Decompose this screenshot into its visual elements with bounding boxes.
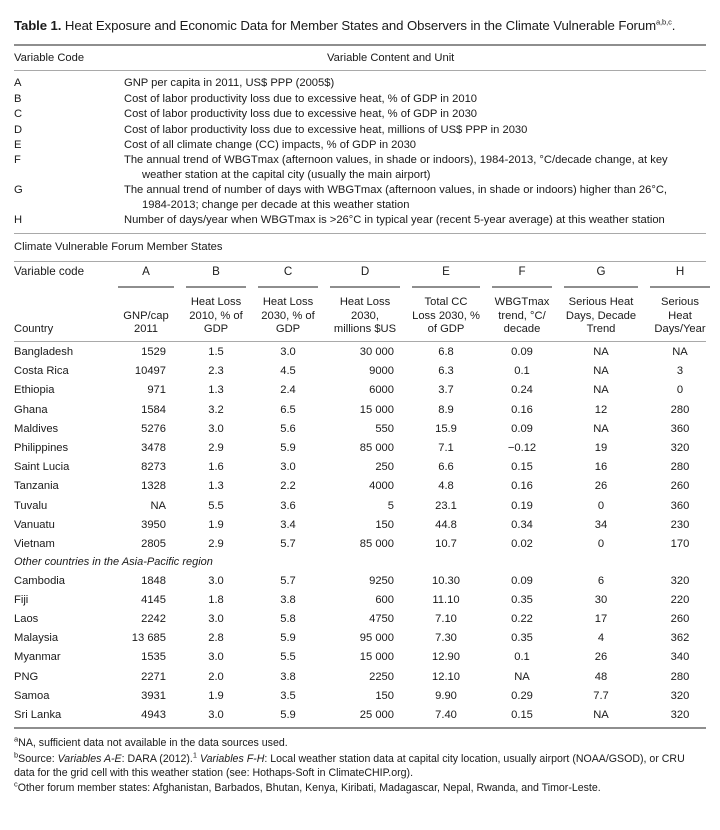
header-line: of GDP (427, 323, 465, 335)
cell-a: 1328 (141, 480, 166, 493)
header-line: Serious Heat (568, 296, 634, 309)
legend-code-header: Variable Code (14, 52, 85, 64)
cell-a: 2242 (141, 612, 166, 625)
legend-text: The annual trend of WBGTmax (afternoon values, in shade or indoors), 1984-2013, °C/decade change, at key weather station at the capital city (usually the main airport) (124, 154, 668, 181)
table-row (14, 667, 716, 686)
cell-b: 3.0 (208, 422, 224, 435)
legend-code: H (14, 214, 23, 227)
cell-g: 12 (594, 403, 608, 416)
column-header-g (558, 288, 644, 339)
column-header-c (252, 288, 324, 339)
footnote-a (14, 736, 706, 751)
table-row (14, 629, 716, 648)
cell-a: 13 685 (131, 632, 166, 645)
cell-h: 260 (670, 480, 690, 493)
cell-f: 0.15 (511, 708, 533, 721)
cell-g: NA (593, 422, 609, 435)
cell-e: 7.10 (435, 612, 457, 625)
table-row (14, 534, 716, 553)
header-line: Loss 2030, % (412, 309, 480, 322)
legend-code: A (14, 77, 22, 90)
cell-b: 5.5 (208, 499, 224, 512)
cell-a: 2805 (141, 537, 166, 550)
table-subsection-label: Other countries in the Asia-Pacific region (14, 556, 213, 569)
cell-c: 5.9 (280, 632, 296, 645)
cell-h: 280 (670, 403, 690, 416)
footnote-b-marker: b (14, 750, 19, 760)
cell-g: 19 (594, 441, 608, 454)
column-header-country (14, 288, 112, 339)
table-row (14, 686, 716, 705)
cell-b: 2.0 (208, 670, 224, 683)
cell-a: NA (150, 499, 166, 512)
cell-h: 340 (670, 651, 690, 664)
header-line: Total CC (424, 296, 468, 309)
cell-c: 5.9 (280, 441, 296, 454)
cell-f: 0.1 (514, 365, 530, 378)
header-line: trend, °C/ (498, 309, 546, 322)
cell-b: 3.0 (208, 651, 224, 664)
cell-country: Fiji (14, 593, 29, 606)
header-line: GNP/cap (123, 309, 169, 322)
cell-a: 4943 (141, 708, 166, 721)
cell-h: 3 (676, 365, 684, 378)
legend-item (14, 213, 706, 228)
cell-d: 6000 (369, 384, 394, 397)
cell-country: Sri Lanka (14, 708, 62, 721)
cell-e: 7.1 (438, 441, 454, 454)
header-line: Heat Loss (262, 296, 314, 309)
cell-g: 0 (597, 499, 605, 512)
cell-e: 11.10 (432, 593, 460, 606)
cell-g: 0 (597, 537, 605, 550)
header-line: Trend (586, 323, 616, 335)
cell-f: NA (514, 670, 530, 683)
legend-item (14, 183, 706, 213)
header-line: GDP (275, 323, 301, 335)
cell-country: Myanmar (14, 651, 61, 664)
data-table (14, 262, 716, 339)
legend-text: GNP per capita in 2011, US$ PPP (2005$) (124, 77, 335, 90)
footnote-b-mid-one: : DARA (2012). (121, 752, 193, 765)
cell-h: 170 (670, 537, 690, 550)
variable-code-e: E (442, 265, 450, 279)
cell-c: 2.2 (280, 480, 296, 493)
footnote-b-italic-two: Variables F-H (197, 752, 265, 765)
cell-e: 7.30 (435, 632, 457, 645)
cell-a: 1848 (141, 574, 166, 587)
legend-text: Number of days/year when WBGTmax is >26°C in typical year (recent 5-year average) at this weather station (124, 214, 665, 227)
cell-c: 3.0 (280, 346, 296, 358)
legend-content-header: Variable Content and Unit (327, 52, 455, 64)
cell-h: 360 (670, 499, 690, 512)
cell-h: 280 (670, 461, 690, 474)
cell-e: 6.6 (438, 461, 454, 474)
cell-c: 3.8 (280, 593, 296, 606)
cell-h: 280 (670, 670, 690, 683)
cell-c: 5.7 (280, 574, 296, 587)
cell-f: 0.02 (511, 537, 533, 550)
cell-h: 320 (670, 574, 690, 587)
cell-b: 3.2 (208, 403, 224, 416)
table-row (14, 438, 716, 457)
title-terminator: . (671, 18, 676, 33)
cell-b: 1.6 (208, 461, 224, 474)
cell-f: 0.16 (511, 480, 533, 493)
variable-code-row (14, 262, 716, 282)
cell-c: 3.6 (280, 499, 296, 512)
cell-e: 12.10 (432, 670, 460, 683)
cell-h: 320 (670, 689, 690, 702)
header-line: Days/Year (654, 323, 706, 335)
legend-code: D (14, 123, 23, 136)
cell-f: 0.35 (511, 593, 533, 606)
footnote-b-prefix: Source: (18, 752, 58, 765)
column-header-b (180, 288, 252, 339)
variable-code-c: C (283, 265, 293, 279)
table-row (14, 419, 716, 438)
legend-item (14, 76, 706, 91)
cell-h: 320 (670, 708, 690, 721)
table-row (14, 648, 716, 667)
cell-h: NA (672, 346, 688, 358)
column-header-h (644, 288, 716, 339)
cell-c: 5.7 (280, 537, 296, 550)
header-line: WBGTmax (494, 296, 550, 309)
legend-text: Cost of labor productivity loss due to excessive heat, % of GDP in 2030 (124, 108, 478, 121)
cell-b: 1.9 (208, 689, 224, 702)
cell-country: Saint Lucia (14, 461, 70, 474)
cell-g: NA (593, 365, 609, 378)
cell-country: Maldives (14, 422, 59, 435)
cell-e: 9.90 (435, 689, 457, 702)
table-row (14, 362, 716, 381)
header-line: 2010, % of (189, 309, 243, 322)
cell-c: 3.0 (280, 461, 296, 474)
legend-item (14, 107, 706, 122)
footnote-c-marker: c (14, 779, 18, 789)
legend-text: The annual trend of number of days with WBGTmax (afternoon values, in shade or indoors) higher than 26°C, 1984-2013; change per decade at this weather station (124, 184, 668, 211)
header-line: 2011 (133, 323, 159, 335)
cell-b: 1.9 (208, 518, 224, 531)
cell-c: 5.6 (280, 422, 296, 435)
cell-e: 10.30 (432, 574, 460, 587)
cell-b: 3.0 (208, 574, 224, 587)
cell-f: 0.15 (511, 461, 533, 474)
cell-e: 4.8 (438, 480, 454, 493)
cell-country: Laos (14, 612, 39, 625)
cell-g: 26 (594, 480, 608, 493)
cell-e: 44.8 (435, 518, 457, 531)
cell-b: 3.0 (208, 708, 224, 721)
table-number: Table 1. (14, 18, 62, 33)
cell-d: 550 (375, 422, 394, 435)
cell-c: 4.5 (280, 365, 296, 378)
cell-a: 1584 (141, 403, 166, 416)
variable-code-f: F (518, 265, 526, 279)
table-row (14, 496, 716, 515)
cell-country: Samoa (14, 689, 50, 702)
cell-f: 0.16 (511, 403, 533, 416)
cell-a: 3950 (141, 518, 166, 531)
cell-c: 5.5 (280, 651, 296, 664)
legend-item (14, 153, 706, 183)
legend-code: B (14, 92, 22, 105)
variable-code-label: Variable code (14, 265, 85, 279)
cell-g: NA (593, 384, 609, 397)
cell-d: 150 (375, 518, 394, 531)
cell-g: 6 (597, 574, 605, 587)
legend-code: C (14, 108, 23, 121)
cell-g: NA (593, 708, 609, 721)
cell-country: Tuvalu (14, 499, 48, 512)
cell-g: 34 (594, 518, 608, 531)
cell-a: 1529 (141, 346, 166, 358)
cell-a: 3478 (141, 441, 166, 454)
table-caption: Heat Exposure and Economic Data for Member States and Observers in the Climate Vulnerable Forum (64, 18, 656, 33)
cell-h: 230 (670, 518, 690, 531)
cell-d: 9000 (369, 365, 394, 378)
cell-a: 971 (147, 384, 166, 397)
footnote-a-marker: a (14, 734, 19, 744)
legend-item (14, 138, 706, 153)
header-line: 2030, (351, 309, 379, 322)
cell-e: 6.3 (438, 365, 454, 378)
cell-c: 3.8 (280, 670, 296, 683)
cell-g: NA (593, 346, 609, 358)
page-title (14, 16, 706, 35)
table-row (14, 515, 716, 534)
cell-country: Malaysia (14, 632, 59, 645)
cell-h: 320 (670, 441, 690, 454)
cell-b: 2.9 (208, 441, 224, 454)
cell-f: 0.34 (511, 518, 533, 531)
header-line: Days, Decade (565, 309, 637, 322)
cell-a: 8273 (141, 461, 166, 474)
variable-code-b: B (212, 265, 220, 279)
cell-e: 8.9 (438, 403, 454, 416)
cell-f: 0.19 (511, 499, 533, 512)
cell-c: 2.4 (280, 384, 296, 397)
cell-b: 2.9 (208, 537, 224, 550)
cell-c: 5.9 (280, 708, 296, 721)
cell-country: Philippines (14, 441, 69, 454)
column-header-d (324, 288, 406, 339)
cell-d: 250 (375, 461, 394, 474)
cell-d: 2250 (369, 670, 394, 683)
legend-text: Cost of all climate change (CC) impacts, % of GDP in 2030 (124, 138, 417, 151)
cell-h: 260 (670, 612, 690, 625)
cell-a: 3931 (141, 689, 166, 702)
column-header-e (406, 288, 486, 339)
column-header-row (14, 288, 716, 339)
legend-code: G (14, 184, 23, 197)
cell-b: 2.8 (208, 632, 224, 645)
header-line: 2030, % of (261, 309, 315, 322)
header-line: Heat Loss (190, 296, 242, 309)
cell-country: Costa Rica (14, 365, 69, 378)
cell-b: 3.0 (208, 612, 224, 625)
cell-d: 95 000 (359, 632, 394, 645)
header-line: decade (503, 323, 541, 335)
cell-c: 3.4 (280, 518, 296, 531)
table-row (14, 590, 716, 609)
cell-g: 26 (594, 651, 608, 664)
cell-d: 85 000 (359, 441, 394, 454)
legend-text: Cost of labor productivity loss due to excessive heat, millions of US$ PPP in 2030 (124, 123, 528, 136)
variable-code-h: H (675, 265, 685, 279)
cell-e: 12.90 (432, 651, 460, 664)
table-row (14, 609, 716, 628)
cell-country: Tanzania (14, 480, 59, 493)
cell-a: 10497 (134, 365, 166, 378)
legend-item (14, 91, 706, 106)
cell-d: 5 (387, 499, 394, 512)
cell-g: 48 (594, 670, 608, 683)
table-subsection-row (14, 553, 716, 571)
cell-f: 0.24 (511, 384, 533, 397)
cell-h: 360 (670, 422, 690, 435)
legend-code: E (14, 138, 22, 151)
cell-d: 4000 (369, 480, 394, 493)
cell-e: 6.8 (438, 346, 454, 358)
cell-g: 4 (597, 632, 605, 645)
cell-a: 4145 (141, 593, 166, 606)
cell-country: Ghana (14, 403, 48, 416)
footnote-b (14, 752, 706, 781)
variable-code-a: A (142, 265, 150, 279)
cell-a: 1535 (141, 651, 166, 664)
cell-c: 5.8 (280, 612, 296, 625)
cell-b: 2.3 (208, 365, 224, 378)
table-row (14, 705, 716, 724)
legend-body (14, 71, 706, 233)
cell-a: 5276 (141, 422, 166, 435)
section-label: Climate Vulnerable Forum Member States (14, 241, 223, 254)
cell-d: 15 000 (359, 651, 394, 664)
cell-e: 23.1 (435, 499, 457, 512)
cell-b: 1.3 (208, 480, 224, 493)
footnote-a-text: NA, sufficient data not available in the data sources used. (18, 737, 288, 750)
header-line: GDP (203, 323, 229, 335)
cell-g: 7.7 (593, 689, 609, 702)
legend-item (14, 122, 706, 137)
cell-country: PNG (14, 670, 39, 683)
cell-f: 0.09 (511, 422, 533, 435)
legend-code: F (14, 154, 21, 167)
cell-e: 3.7 (438, 384, 454, 397)
cell-b: 1.8 (208, 593, 224, 606)
cell-c: 3.5 (280, 689, 296, 702)
variable-code-d: D (360, 265, 370, 279)
cell-g: 16 (594, 461, 608, 474)
footnotes (14, 729, 706, 795)
cell-d: 150 (375, 689, 394, 702)
cell-e: 15.9 (435, 422, 457, 435)
cell-b: 1.3 (208, 384, 224, 397)
cell-f: 0.1 (514, 651, 530, 664)
footnote-c-text: Other forum member states: Afghanistan, Barbados, Bhutan, Kenya, Kiribati, Madagascar, Nepal, Rwanda, and Timor-Leste. (17, 782, 601, 795)
table-body (14, 342, 716, 724)
data-table-body (14, 342, 716, 724)
cell-f: 0.09 (511, 574, 533, 587)
header-line: Country (14, 323, 54, 335)
cell-d: 85 000 (359, 537, 394, 550)
cell-h: 0 (676, 384, 684, 397)
cell-g: 30 (594, 593, 608, 606)
variable-code-g: G (596, 265, 606, 279)
cell-country: Bangladesh (14, 346, 74, 358)
cell-g: 17 (594, 612, 608, 625)
table-row (14, 477, 716, 496)
cell-h: 220 (670, 593, 690, 606)
column-header-a (112, 288, 180, 339)
cell-f: −0.12 (507, 441, 537, 454)
footnote-b-reference: 1 (192, 750, 198, 760)
legend-text: Cost of labor productivity loss due to excessive heat, % of GDP in 2010 (124, 92, 478, 105)
cell-e: 10.7 (435, 537, 457, 550)
column-header-f (486, 288, 558, 339)
cell-country: Vanuatu (14, 518, 55, 531)
footnote-c (14, 781, 706, 796)
cell-f: 0.09 (511, 346, 533, 358)
cell-d: 600 (375, 593, 394, 606)
table-row (14, 381, 716, 400)
cell-c: 6.5 (280, 403, 296, 416)
table-row (14, 342, 716, 361)
table-row (14, 400, 716, 419)
cell-d: 15 000 (359, 403, 394, 416)
cell-country: Cambodia (14, 574, 65, 587)
cell-a: 2271 (141, 670, 166, 683)
header-line: millions $US (333, 323, 397, 335)
table-row (14, 571, 716, 590)
cell-f: 0.22 (511, 612, 533, 625)
footnote-b-mid-two: : Local weather station data at capital city location, usually airport (NOAA/GSOD), or CRU data for the grid cell with this weather station (see: Hothaps-Soft in ClimateCHIP.org). (14, 752, 685, 780)
cell-d: 25 000 (359, 708, 394, 721)
cell-d: 4750 (369, 612, 394, 625)
cell-f: 0.35 (511, 632, 533, 645)
cell-d: 9250 (369, 574, 394, 587)
cell-d: 30 000 (359, 346, 394, 358)
footnote-b-italic-one: Variables A-E (57, 752, 122, 765)
header-line: Serious (661, 296, 699, 309)
cell-country: Vietnam (14, 537, 55, 550)
legend-header (14, 46, 706, 70)
title-footnote-markers: a,b,c (655, 17, 672, 27)
header-line: Heat Loss (339, 296, 391, 309)
header-line: Heat (668, 309, 692, 322)
cell-e: 7.40 (435, 708, 457, 721)
cell-b: 1.5 (208, 346, 224, 358)
cell-country: Ethiopia (14, 384, 55, 397)
cell-h: 362 (670, 632, 690, 645)
cell-f: 0.29 (511, 689, 533, 702)
table-row (14, 458, 716, 477)
